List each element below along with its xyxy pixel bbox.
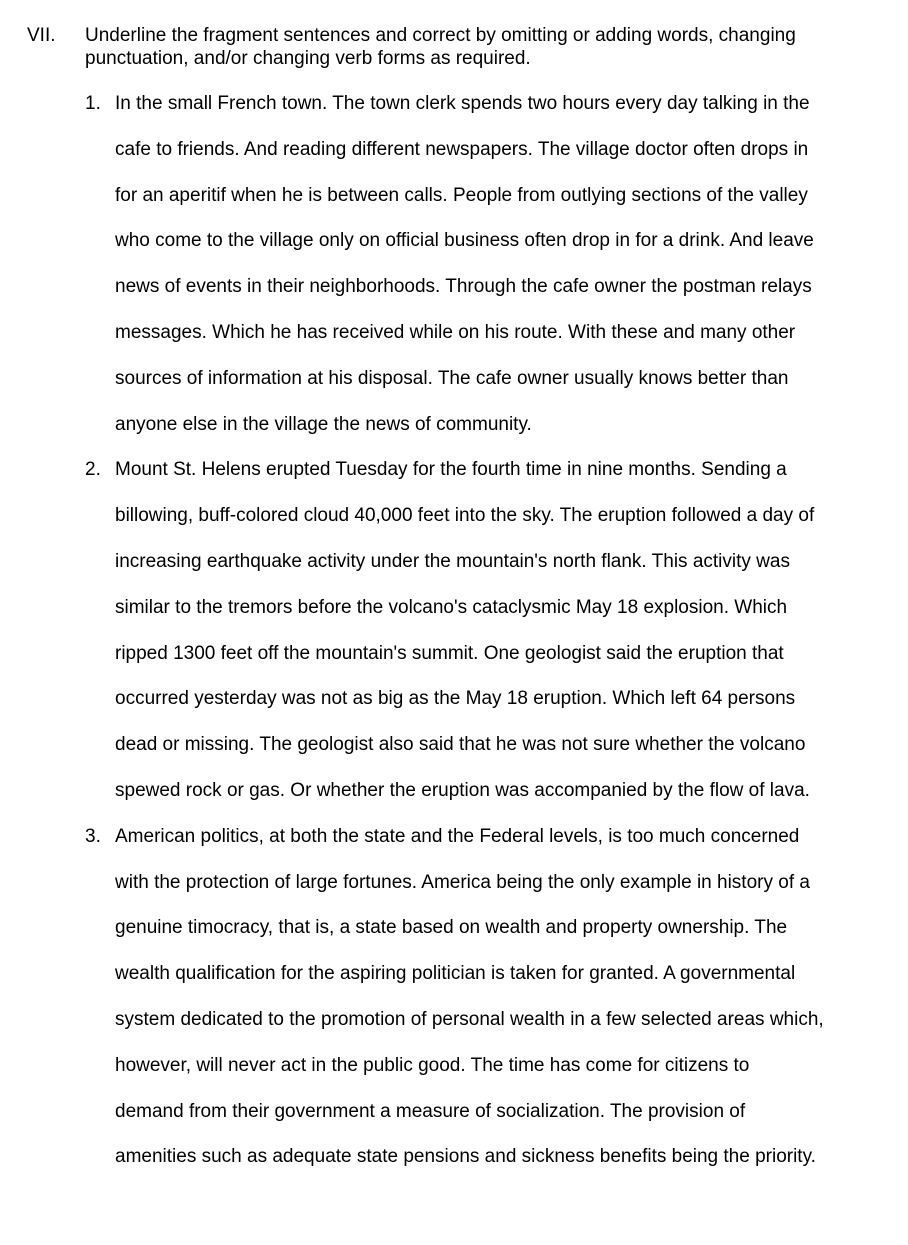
paragraph-line: Mount St. Helens erupted Tuesday for the fourth time in nine months. Sending a bbox=[115, 459, 787, 481]
instruction-line: punctuation, and/or changing verb forms as required. bbox=[85, 48, 531, 69]
section-header bbox=[27, 24, 877, 70]
item-number: 2. bbox=[85, 459, 101, 481]
paragraph-line: ripped 1300 feet off the mountain's summit. One geologist said the eruption that bbox=[115, 642, 784, 664]
item-paragraph bbox=[115, 447, 860, 813]
paragraph-line: sources of information at his disposal. The cafe owner usually knows better than bbox=[115, 367, 789, 389]
paragraph-line: with the protection of large fortunes. America being the only example in history of a bbox=[115, 871, 810, 893]
paragraph-line: who come to the village only on official business often drop in for a drink. And leave bbox=[115, 230, 814, 252]
paragraph-line: American politics, at both the state and the Federal levels, is too much concerned bbox=[115, 825, 800, 847]
paragraph-line: similar to the tremors before the volcano's cataclysmic May 18 explosion. Which bbox=[115, 596, 788, 618]
paragraph-line: billowing, buff-colored cloud 40,000 feet into the sky. The eruption followed a day of bbox=[115, 505, 815, 527]
exercise-item-1 bbox=[85, 81, 875, 447]
instruction-line: Underline the fragment sentences and correct by omitting or adding words, changing bbox=[85, 25, 796, 46]
paragraph-line: for an aperitif when he is between calls. People from outlying sections of the valley bbox=[115, 184, 808, 206]
paragraph-line: occurred yesterday was not as big as the May 18 eruption. Which left 64 persons bbox=[115, 688, 796, 710]
paragraph-line: messages. Which he has received while on his route. With these and many other bbox=[115, 321, 796, 343]
exercise-item-3 bbox=[85, 814, 875, 1180]
paragraph-line: however, will never act in the public good. The time has come for citizens to bbox=[115, 1054, 750, 1076]
paragraph-line: dead or missing. The geologist also said that he was not sure whether the volcano bbox=[115, 734, 806, 756]
exercise-list bbox=[85, 81, 875, 1180]
exercise-item-2 bbox=[85, 447, 875, 813]
paragraph-line: increasing earthquake activity under the mountain's north flank. This activity was bbox=[115, 550, 790, 572]
paragraph-line: cafe to friends. And reading different newspapers. The village doctor often drops in bbox=[115, 138, 809, 160]
item-paragraph bbox=[115, 814, 860, 1180]
paragraph-line: demand from their government a measure of socialization. The provision of bbox=[115, 1100, 746, 1122]
paragraph-line: amenities such as adequate state pensions and sickness benefits being the priority. bbox=[115, 1146, 816, 1168]
paragraph-line: spewed rock or gas. Or whether the eruption was accompanied by the flow of lava. bbox=[115, 779, 810, 801]
section-instruction bbox=[85, 24, 865, 70]
section-number: VII. bbox=[27, 25, 56, 46]
paragraph-line: In the small French town. The town clerk spends two hours every day talking in the bbox=[115, 93, 810, 114]
paragraph-line: news of events in their neighborhoods. Through the cafe owner the postman relays bbox=[115, 276, 812, 298]
paragraph-line: wealth qualification for the aspiring politician is taken for granted. A governmental bbox=[115, 963, 796, 985]
item-paragraph bbox=[115, 81, 860, 447]
paragraph-line: system dedicated to the promotion of personal wealth in a few selected areas which, bbox=[115, 1008, 824, 1030]
item-number: 3. bbox=[85, 825, 101, 847]
paragraph-line: genuine timocracy, that is, a state based on wealth and property ownership. The bbox=[115, 917, 788, 939]
exercise-section bbox=[27, 24, 877, 70]
paragraph-line: anyone else in the village the news of community. bbox=[115, 413, 532, 435]
item-number: 1. bbox=[85, 93, 101, 114]
